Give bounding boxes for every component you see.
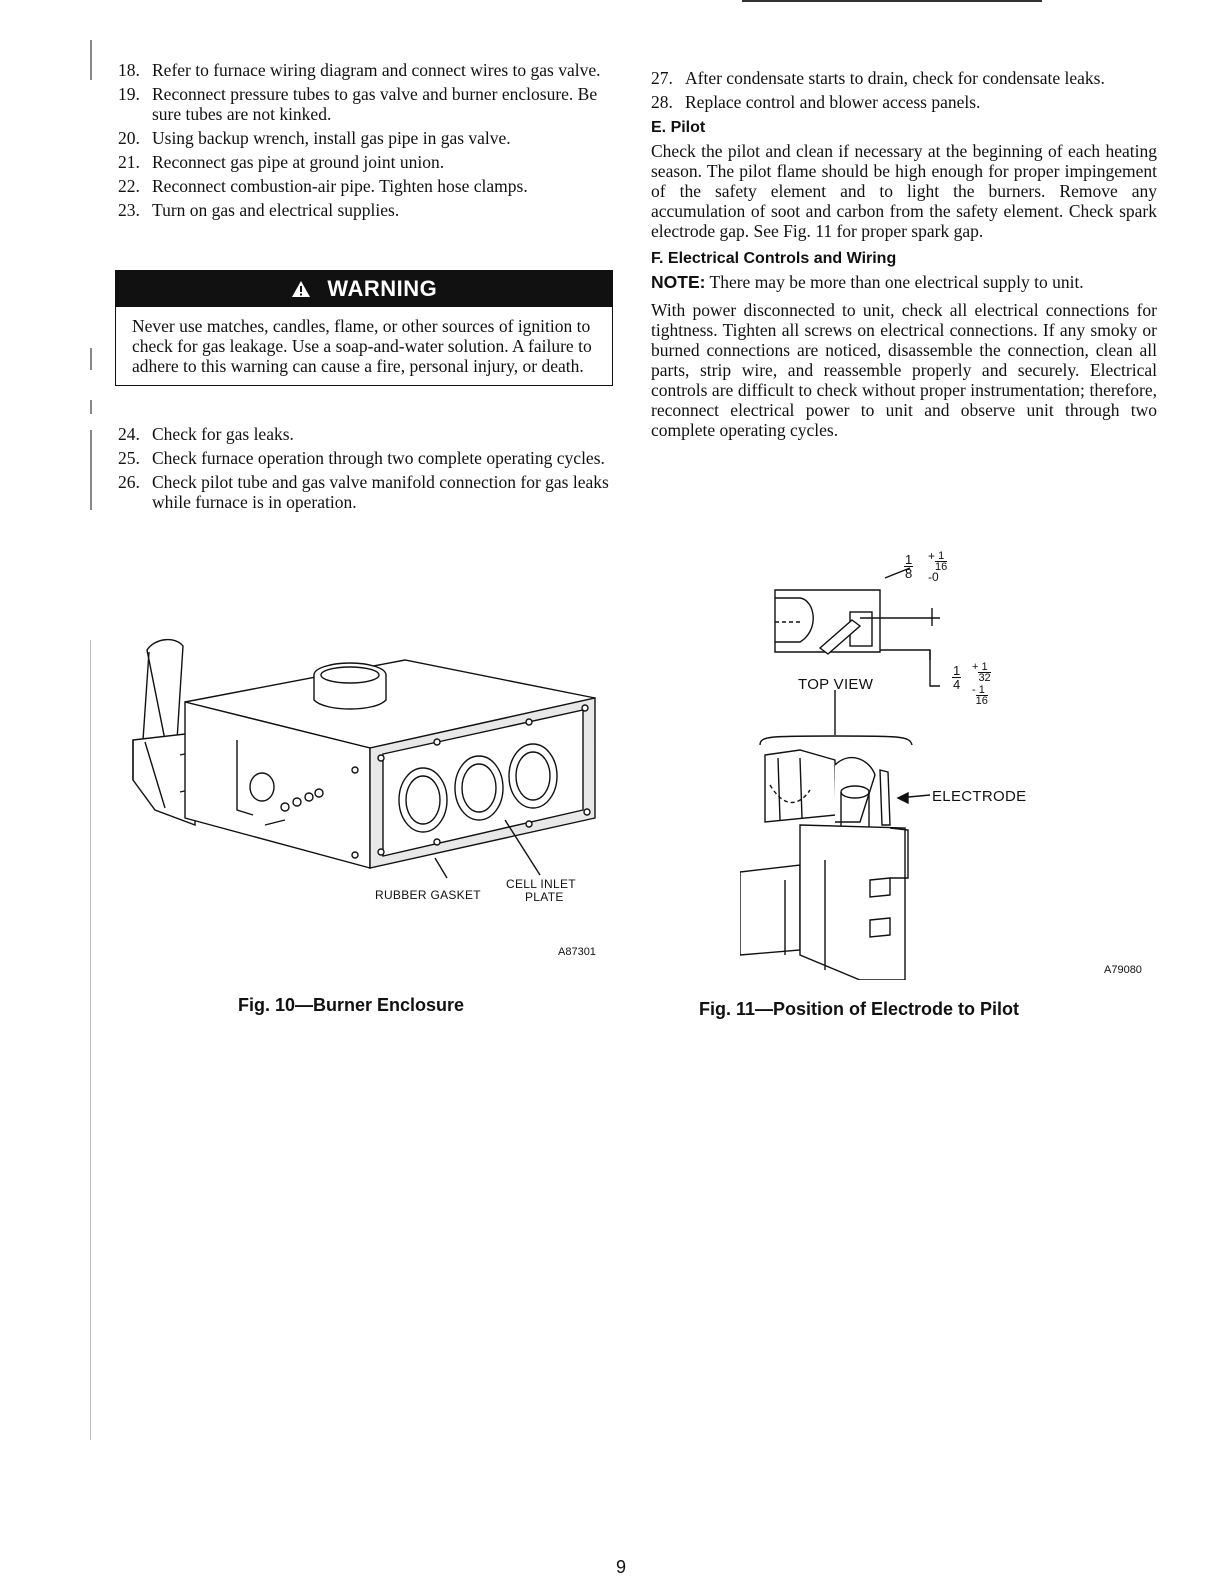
label-cell-inlet-1: CELL INLET <box>506 877 576 891</box>
section-f-note <box>651 272 1157 292</box>
warning-header <box>116 271 612 307</box>
label-electrode: ELECTRODE <box>932 788 1027 805</box>
left-column <box>118 60 618 224</box>
fig11-code: A79080 <box>1104 964 1142 976</box>
fig10-illustration <box>125 630 605 890</box>
warning-title: WARNING <box>327 276 438 301</box>
label-cell-inlet-2: PLATE <box>525 890 564 904</box>
warning-triangle-icon <box>291 276 328 301</box>
steps-18-23 <box>118 60 618 220</box>
note-text: There may be more than one electrical supply to unit. <box>705 272 1084 292</box>
dim2-tolerance: + $\frac{1}{32}$ - $\frac{1}{16}$ <box>972 661 991 707</box>
list-item: 22. Reconnect combustion-air pipe. Tighten hose clamps. <box>118 176 528 196</box>
margin-mark <box>90 430 92 510</box>
list-item: 24. Check for gas leaks. <box>118 424 294 444</box>
label-top-view: TOP VIEW <box>798 676 874 693</box>
list-item: 18. Refer to furnace wiring diagram and connect wires to gas valve. <box>118 60 601 80</box>
fig11-caption: Fig. 11—Position of Electrode to Pilot <box>699 999 1020 1019</box>
left-column-lower <box>118 424 618 516</box>
list-item: 19. Reconnect pressure tubes to gas valve and burner enclosure. Be sure tubes are not kinked. <box>118 84 598 124</box>
section-e-text: Check the pilot and clean if necessary at the beginning of each heating season. The pilot flame should be high enough for proper impingement of the safety element and to light the burners. Remove any accumulation of soot and carbon from the safety element. Check spark electrode gap. See Fig. 11 for proper spark gap. <box>651 141 1157 241</box>
fig10-code: A87301 <box>558 946 596 958</box>
list-item: 23. Turn on gas and electrical supplies. <box>118 200 400 220</box>
list-item: 28. Replace control and blower access panels. <box>651 92 981 112</box>
section-f-heading: F. Electrical Controls and Wiring <box>651 250 897 267</box>
margin-mark <box>90 40 92 80</box>
label-rubber-gasket: RUBBER GASKET <box>375 888 481 902</box>
page-number: 9 <box>616 1557 627 1577</box>
dim1-tolerance: + $\frac{1}{16}$ -0 <box>928 549 948 584</box>
steps-24-26 <box>118 424 618 512</box>
margin-mark <box>90 348 92 370</box>
list-item: 20. Using backup wrench, install gas pipe in gas valve. <box>118 128 511 148</box>
list-item: 26. Check pilot tube and gas valve manifold connection for gas leaks while furnace is in operation. <box>118 472 609 512</box>
warning-text: Never use matches, candles, flame, or other sources of ignition to check for gas leakage. Use a soap-and-water solution. A failure to adhere to this warning can cause a fire, personal injury, or death. <box>132 316 592 376</box>
dim1-fraction: 1 8 <box>905 552 913 581</box>
margin-mark <box>90 640 91 1440</box>
right-column <box>651 68 1157 448</box>
fig11-illustration <box>740 560 1040 980</box>
dim2-fraction: 1 4 <box>953 663 961 692</box>
list-item: 27. After condensate starts to drain, check for condensate leaks. <box>651 68 1105 88</box>
note-label: NOTE: <box>651 272 706 292</box>
section-e-heading: E. Pilot <box>651 119 706 136</box>
list-item: 21. Reconnect gas pipe at ground joint union. <box>118 152 445 172</box>
margin-mark <box>90 400 92 414</box>
list-item: 25. Check furnace operation through two complete operating cycles. <box>118 448 605 468</box>
fig10-caption: Fig. 10—Burner Enclosure <box>238 995 465 1015</box>
steps-27-28 <box>651 68 1157 112</box>
top-edge-line <box>742 0 1042 2</box>
warning-box <box>115 270 613 386</box>
section-f-text: With power disconnected to unit, check all electrical connections for tightness. Tighten all screws on electrical connections. If any smoky or burned connections are noticed, disassemble the connection, clean all parts, strip wire, and reassemble properly and securely. Electrical controls are difficult to check without proper instrumentation; therefore, reconnect electrical power to unit and observe unit through two complete operating cycles. <box>651 300 1157 440</box>
